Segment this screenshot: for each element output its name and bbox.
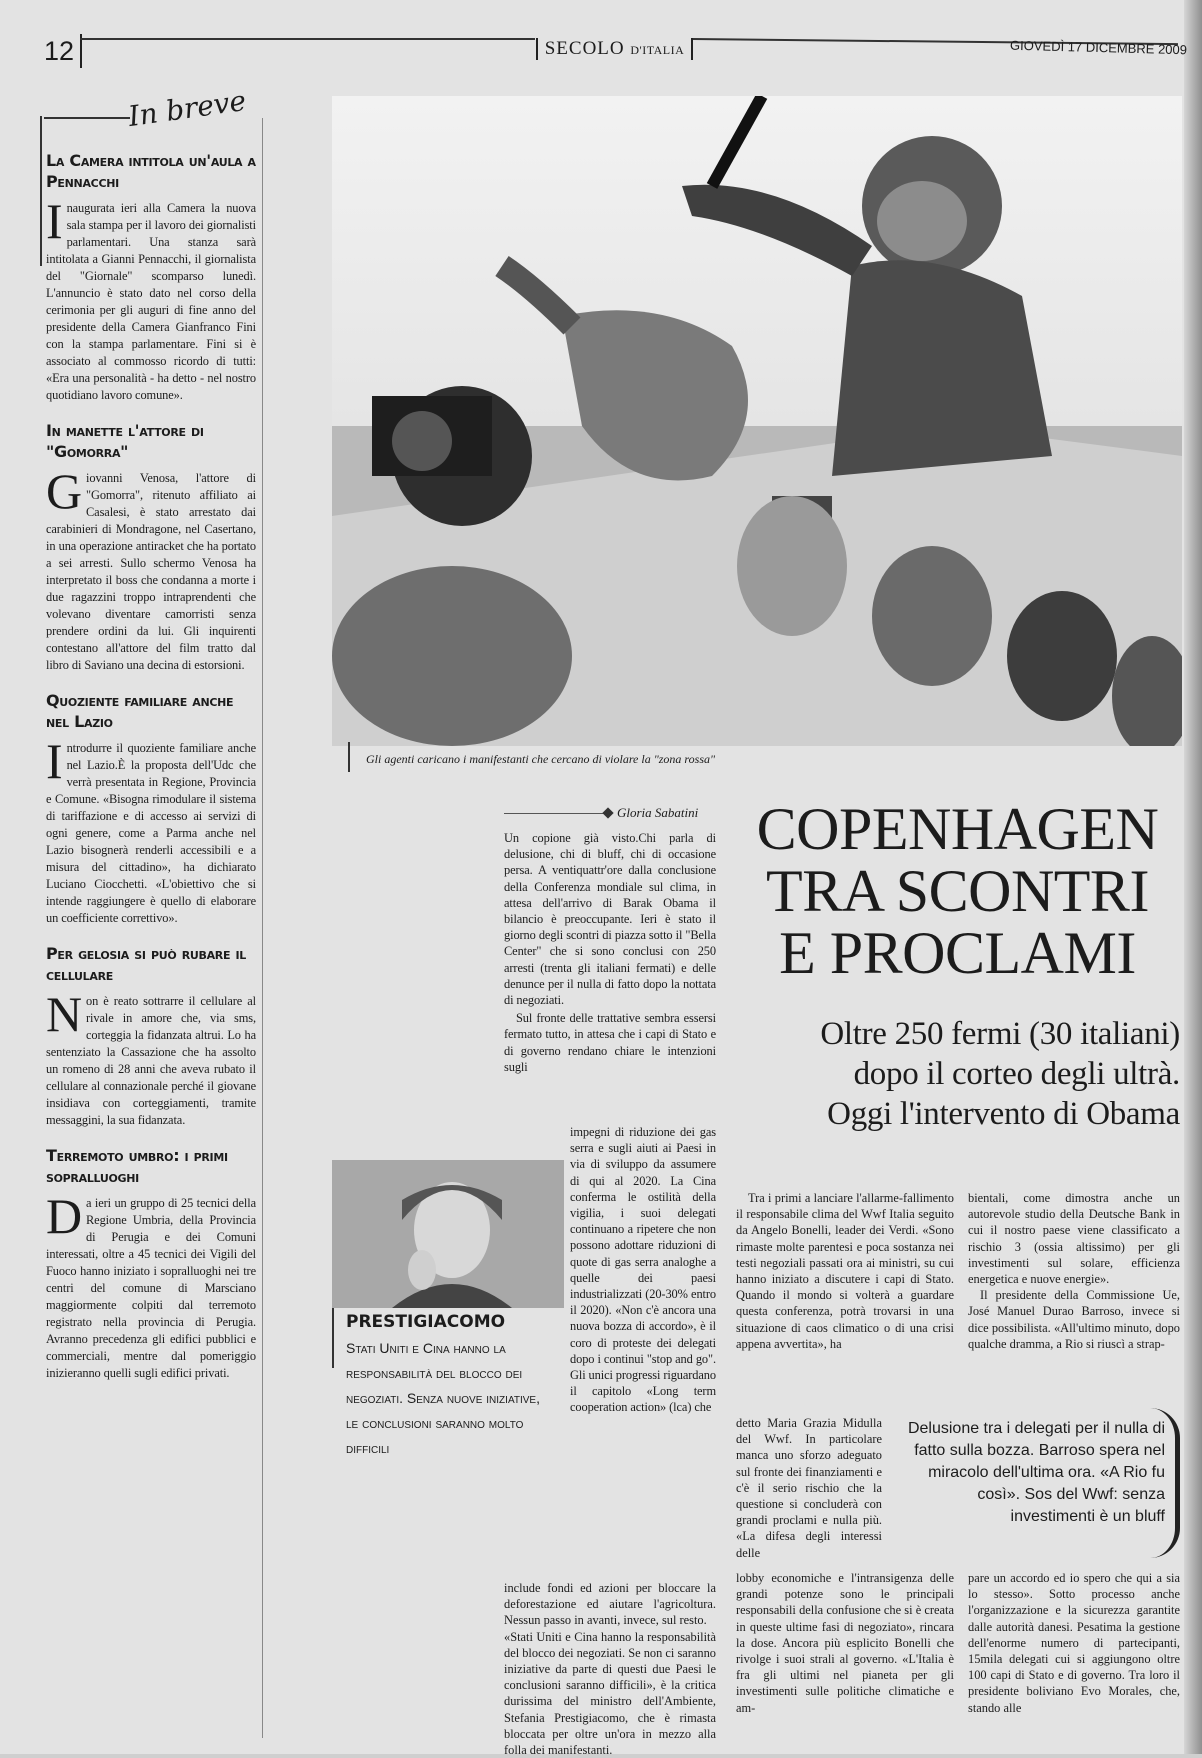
dropcap: N xyxy=(46,986,83,1042)
main-photo xyxy=(332,96,1182,746)
article-paragraph: detto Maria Grazia Midulla del Wwf. In particolare manca uno sforzo adeguato sul fronte dei finanziamenti e c'è il serio rischio che la questione si concluderà con grandi proclami e nulla più. «La difesa degli interessi delle xyxy=(736,1416,882,1560)
dropcap: D xyxy=(46,1188,83,1244)
byline-name: Gloria Sabatini xyxy=(617,805,699,820)
sidebar-name: PRESTIGIACOMO xyxy=(346,1312,506,1332)
article-column-3 xyxy=(736,1190,954,1352)
section-label: In breve xyxy=(126,83,248,134)
prestigiacomo-photo xyxy=(332,1160,564,1308)
header-rule-left xyxy=(80,38,535,40)
subhead-line: Oggi l'intervento di Obama xyxy=(827,1096,1180,1132)
brief-body xyxy=(46,986,256,1129)
brief-text: ntrodurre il quoziente familiare anche nel Lazio.È la proposta dell'Udc che verrà presentata in Regione, Provincia e Comune. «Bisogna rimodulare il sistema di tariffazione e di accesso ai servizi di ogni genere, come a Parma anche nel Lazio bisognerà renderli accessibili e a misura del cittadino», ha dichiarato Luciano Ciocchetti. «L'obiettivo che si intende raggiungere è quello di elaborare un coefficiente correttivo». xyxy=(46,741,256,925)
brief-body xyxy=(46,463,256,674)
subhead-line: Oltre 250 fermi (30 italiani) xyxy=(820,1016,1180,1052)
article-paragraph: include fondi ed azioni per bloccare la deforestazione ed aiutare l'agricoltura. Nessun passo in avanti, invece, sul resto. xyxy=(504,1581,716,1628)
photo-caption: Gli agenti caricano i manifestanti che cercano di violare la "zona rossa" xyxy=(366,752,716,766)
headline-line: E PROCLAMI xyxy=(779,920,1136,986)
brief-title: In manette l'attore di "Gomorra" xyxy=(46,421,204,461)
article-column-1-continued xyxy=(570,1124,716,1416)
article-paragraph: lobby economiche e l'intransigenza delle grandi potenze sono le principali responsabili della confusione che si è creata in queste ultime fasi di negoziato», rincara la dose. Ancora più esplicito Bonelli che rivolge i suoi strali al governo. «L'Italia è fra gli ultimi nel pianeta per gli investimenti sulle politiche climatiche e am- xyxy=(736,1571,954,1715)
article-paragraph: impegni di riduzione dei gas serra e sugli aiuti ai Paesi in via di sviluppo da assumere di qui al 2020. La Cina conferma le ostilità della vigilia, i suoi delegati continuano a ripetere che non possono adottare riduzioni di quote di gas serra analoghe a quelle dei paesi industrializzati (20-30% entro il 2020). «Non c'è ancora una nuova bozza di accordo», è il coro di proteste dei delegati dopo i continui "stop and go". Gli unici progressi riguardano il capitolo «Long term cooperation action» (lca) che xyxy=(570,1125,716,1415)
article-column-4 xyxy=(968,1190,1180,1352)
article-column-4-bottom xyxy=(968,1570,1180,1716)
subhead-line: dopo il corteo degli ultrà. xyxy=(853,1056,1180,1092)
brief-body xyxy=(46,193,256,404)
brief-title: Quoziente familiare anche nel Lazio xyxy=(46,691,234,731)
brief-text: iovanni Venosa, l'attore di "Gomorra", ritenuto affiliato ai Casalesi, è stato arrestato dai carabinieri di Mondragone, nel Casertano, in una operazione antiracket che ha portato a sei arresti. Sullo schermo Venosa ha interpretato il boss che condanna a morte i due ragazzini troppo intraprendenti che volevano diventare camorristi senza prendere ordini da lui. Gli inquirenti contestano all'attore del film tratto dal libro di Saviano una decina di estorsioni. xyxy=(46,471,256,672)
byline-rule xyxy=(504,813,604,814)
article-paragraph: pare un accordo ed io spero che qui a sia lo stesso». Sotto processo anche l'organizzazione e la sicurezza garantite dalle autorità danesi. Pesatima la gestione dell'enorme numero di partecipanti, 15mila delegati cui si aggiungono oltre 100 capi di Stato e di governo. Tra loro il presidente boliviano Evo Morales, che, stando alle xyxy=(968,1571,1180,1715)
article-paragraph: bientali, come dimostra anche un autorevole studio della Deutsche Bank in cui il nostro paese viene classificato a rischio 3 (ossia altissimo) per gli investimenti sul solare, efficienza energetica e nuove energie». xyxy=(968,1191,1180,1287)
sidebar-quote-box xyxy=(332,1308,564,1588)
dropcap: I xyxy=(46,193,63,249)
riot-photo-illustration xyxy=(332,96,1182,746)
dropcap: G xyxy=(46,463,83,519)
diamond-icon xyxy=(602,807,613,818)
sidebar-quote: Stati Uniti e Cina hanno la responsabilità del blocco dei negoziati. Senza nuove iniziative, le conclusioni saranno molto difficili xyxy=(346,1340,540,1456)
article-column-3-bottom xyxy=(736,1570,954,1716)
briefs-column xyxy=(46,100,256,1398)
brief-title: Per gelosia si può rubare il cellulare xyxy=(46,944,246,984)
article-paragraph: Il presidente della Commissione Ue, José Manuel Durao Barroso, invece si dice possibilista. «All'ultimo minuto, dopo qualche dramma, a Rio si riuscì a strap- xyxy=(968,1288,1180,1351)
headline-line: TRA SCONTRI xyxy=(766,858,1149,924)
brief-body xyxy=(46,733,256,927)
masthead xyxy=(536,38,693,60)
page-number: 12 xyxy=(44,36,75,66)
brief-text: naugurata ieri alla Camera la nuova sala stampa per il lavoro dei giornalisti parlamentari. Una stanza sarà intitolata a Gianni Pennacchi, il giornalista del "Giornale" scomparso lunedì. L'annuncio è stato dato nel corso della cerimonia per gli auguri di fine anno del presidente della Camera Gianfranco Fini con la stampa parlamentare. Fini si è associato al commosso ricordo di tutti: «Era una personalità - ha detto - nel nostro quotidiano lavoro comune». xyxy=(46,201,256,402)
pull-quote-bracket xyxy=(1150,1408,1180,1558)
brief-text: a ieri un gruppo di 25 tecnici della Regione Umbria, della Provincia di Perugia e dei Comuni interessati, oltre a 45 tecnici dei Vigili del Fuoco hanno iniziato i sopralluoghi nei tre centri del comune di Marsciano maggiormente colpiti dal terremoto registrato nella provincia di Perugia. Avranno precedenza gli edifici pubblici e commerciali, mentre dal pomeriggio inizieranno quelli sugli edifici privati. xyxy=(46,1196,256,1380)
column-rule xyxy=(262,118,263,1738)
caption-bar xyxy=(348,742,350,772)
article-paragraph: Tra i primi a lanciare l'allarme-fallimento il responsabile clima del Wwf Italia seguito da Angelo Bonelli, leader dei Verdi. «Sono rimaste molte parentesi e poca sostanza nei testi negoziali passati ora ai ministri, su cui hanno iniziato a discutere i capi di Stato. Quando il mondo si volterà a guardare questa conferenza, potrà trovarsi in una situazione di caos climatico o di una crisi appena avvertita», ha xyxy=(736,1191,954,1351)
page-edge xyxy=(1184,0,1202,1754)
pull-quote: Delusione tra i delegati per il nulla di fatto sulla bozza. Barroso spera nel miracolo dell'ultima ora. «A Rio fu così». Sos del Wwf: senza investimenti è un bluff xyxy=(907,1420,1165,1525)
subheadline xyxy=(730,1014,1180,1134)
brief-frame xyxy=(40,116,42,266)
article-paragraph: «Stati Uniti e Cina hanno la responsabilità del blocco dei negoziati. Se non ci saranno iniziative da parte di questi due Paesi le conclusioni saranno difficili», è la critica durissima del ministro dell'Ambiente, Stefania Prestigiacomo, che è rimasta bloccata per oltre un'ora in mezzo alla folla dei manifestanti. xyxy=(504,1629,716,1758)
article-column-3-middle xyxy=(736,1415,882,1561)
article-paragraph: Sul fronte delle trattative sembra essersi fermato tutto, in attesa che i capi di Stato e di governo rendano chiare le intenzioni sugli xyxy=(504,1011,716,1074)
masthead-title: SECOLO xyxy=(544,38,625,59)
issue-date: GIOVEDÌ 17 DICEMBRE 2009 xyxy=(1009,37,1188,58)
dropcap: I xyxy=(46,733,63,789)
brief-title: La Camera intitola un'aula a Pennacchi xyxy=(46,151,256,191)
headline xyxy=(735,798,1180,984)
brief-text: on è reato sottrarre il cellulare al rivale in amore che, via sms, corteggia la fidanzata altrui. Lo ha sentenziato la Cassazione che ha assolto un romeno di 28 anni che aveva rubato il cellulare al connazionale perché il giovane insidiava con corteggiamenti, tramite messaggini, la sua fidanzata. xyxy=(46,994,256,1127)
brief-title: Terremoto umbro: i primi sopralluoghi xyxy=(46,1146,228,1186)
article-column-1 xyxy=(504,830,716,1077)
article-column-1-bottom xyxy=(504,1580,716,1758)
byline xyxy=(604,805,698,821)
masthead-subtitle: D'ITALIA xyxy=(630,43,685,57)
brief-body xyxy=(46,1188,256,1382)
article-paragraph: Un copione già visto.Chi parla di delusione, chi di bluff, chi di occasione persa. A ventiquattr'ore dalla conclusione della Conferenza mondiale sul clima, in attesa dell'arrivo di Barak Obama il bilancio è preoccupante. Ieri è stato il giorno degli scontri di piazza sotto il "Bella Center" che si sono conclusi con 250 arresti (trenta gli italiani fermati) e delle denunce per il nulla di fatto dopo la nottata di negoziati. xyxy=(504,831,716,1008)
headline-line: COPENHAGEN xyxy=(756,796,1159,862)
portrait-illustration xyxy=(332,1160,564,1308)
